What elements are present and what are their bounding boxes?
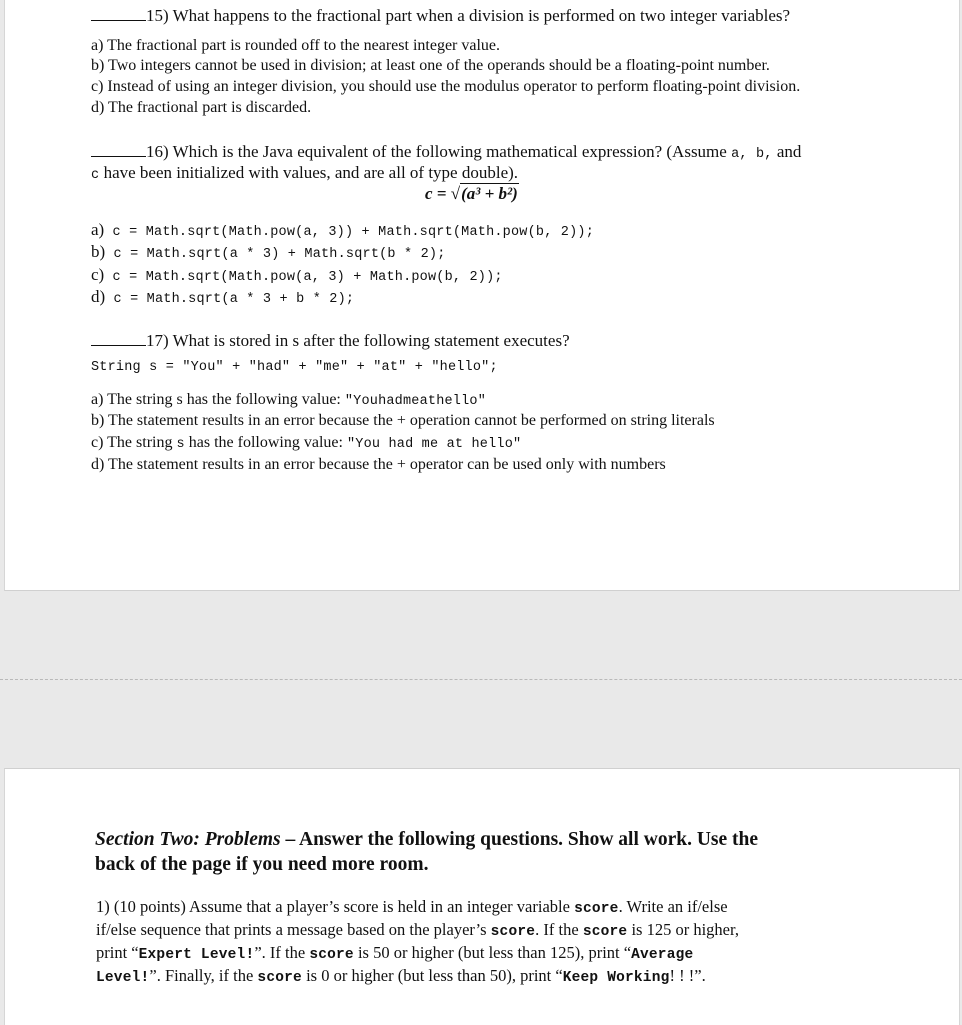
text: 1) (10 points) Assume that a player’s score is held in an integer variable: [96, 897, 575, 916]
option-text: a) The string s has the following value:: [91, 391, 345, 408]
text: . Write an if/else: [618, 897, 728, 916]
q16-option-c: [91, 265, 503, 288]
option-label: d): [91, 287, 106, 306]
code: score: [490, 924, 536, 940]
option-code: c = Math.sqrt(a * 3 + b * 2);: [105, 292, 355, 307]
q15-question: [91, 6, 790, 26]
code: score: [574, 901, 619, 917]
option-code: c = Math.sqrt(a * 3) + Math.sqrt(b * 2);: [105, 247, 446, 262]
q16-formula: [425, 183, 519, 204]
text: is 0 or higher (but less than 50), print “: [301, 966, 563, 985]
q15-option-c: c) Instead of using an integer division, you should use the modulus operator to perform floating-point division.: [91, 78, 801, 95]
section-two-heading-line2: back of the page if you need more room.: [95, 854, 429, 875]
sqrt-icon: √: [450, 184, 461, 203]
answer-blank-15: [91, 6, 146, 21]
code: score: [582, 924, 628, 940]
section-instructions: – Answer the following questions. Show all work. Use the: [280, 829, 759, 850]
text: is 125 or higher,: [627, 920, 739, 939]
option-code: "Youhadmeathello": [344, 394, 486, 409]
formula-radicand: (a³ + b²): [461, 184, 518, 203]
q16-question-text: 16) Which is the Java equivalent of the following mathematical expression? (Assume: [146, 142, 732, 161]
q16-vars: a, b,: [731, 147, 773, 162]
code: Level!: [96, 970, 150, 986]
q16-question: [91, 142, 801, 165]
problem-1-line4: [96, 964, 706, 990]
text: is 50 or higher (but less than 125), print “: [353, 943, 632, 962]
section-two-heading: [95, 827, 758, 853]
option-code: c = Math.sqrt(Math.pow(a, 3) + Math.pow(b, 2));: [104, 270, 503, 285]
q15-option-d: d) The fractional part is discarded.: [91, 99, 312, 116]
option-label: c): [91, 265, 105, 284]
q17-question-text: 17) What is stored in s after the following statement executes?: [146, 331, 570, 350]
q16-option-b: [91, 242, 446, 265]
q16-question-text-2: have been initialized with values, and are all of type double).: [99, 163, 519, 182]
code: Expert Level!: [138, 947, 255, 963]
text: print “: [96, 943, 139, 962]
q15-question-text: 15) What happens to the fractional part when a division is performed on two integer variables?: [146, 6, 791, 25]
q16-option-d: [91, 287, 354, 310]
page-separator: [0, 679, 962, 680]
text: ”. If the: [254, 943, 310, 962]
answer-blank-16: [91, 142, 146, 157]
q16-option-a: [91, 220, 594, 243]
q17-option-a: [91, 390, 486, 412]
option-text: c) The string: [91, 434, 177, 451]
q17-question: [91, 331, 570, 351]
q15-option-a: a) The fractional part is rounded off to the nearest integer value.: [91, 37, 501, 54]
q17-option-b: b) The statement results in an error because the + operation cannot be performed on string literals: [91, 412, 715, 429]
q17-code: String s = "You" + "had" + "me" + "at" + "hello";: [91, 360, 498, 375]
q15-option-b: b) Two integers cannot be used in division; at least one of the operands should be a floating-point number.: [91, 57, 770, 74]
q16-and: and: [772, 142, 802, 161]
option-label: b): [91, 242, 106, 261]
text: ”. Finally, if the: [149, 966, 258, 985]
code: Average: [631, 947, 694, 963]
answer-blank-17: [91, 331, 146, 346]
formula-lhs: c =: [425, 184, 451, 203]
option-code: "You had me at hello": [346, 437, 522, 452]
code: score: [257, 970, 302, 986]
q17-option-d: d) The statement results in an error because the + operator can be used only with numbers: [91, 456, 666, 473]
text: if/else sequence that prints a message based on the player’s: [96, 920, 491, 939]
section-title: Section Two: Problems: [95, 829, 281, 850]
option-var: s: [176, 437, 185, 452]
q16-var-c: c: [91, 168, 100, 183]
option-text: has the following value:: [184, 434, 347, 451]
code: Keep Working: [562, 970, 670, 986]
text: . If the: [535, 920, 583, 939]
option-label: a): [91, 220, 105, 239]
option-code: c = Math.sqrt(Math.pow(a, 3)) + Math.sqrt(Math.pow(b, 2));: [104, 225, 594, 240]
code: score: [309, 947, 354, 963]
q17-option-c: [91, 433, 521, 455]
text: ! ! !”.: [669, 966, 706, 985]
